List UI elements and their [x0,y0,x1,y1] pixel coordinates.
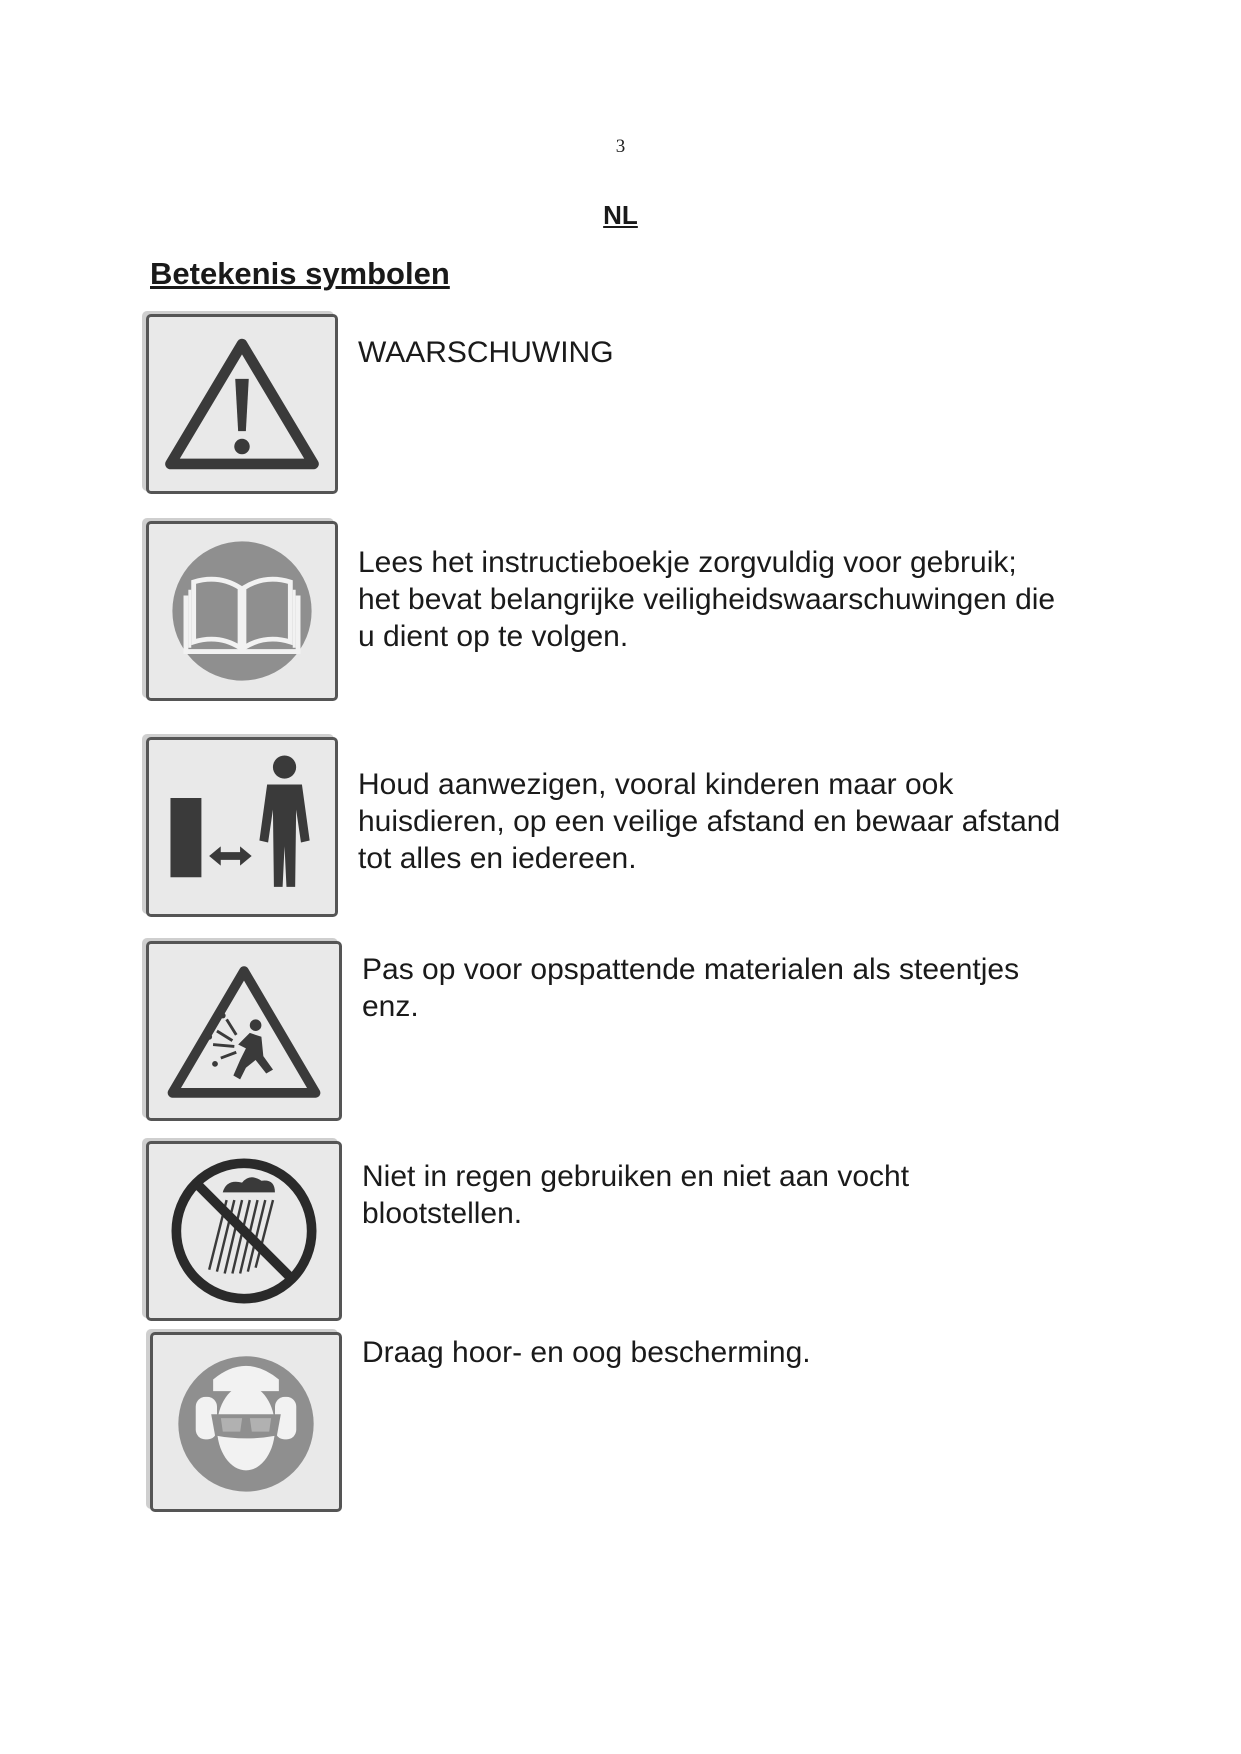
description-line: u dient op te volgen. [358,620,629,653]
symbol-description-ear-eye-protection [362,1334,1122,1371]
description-line: blootstellen. [362,1197,523,1230]
description-line: Draag hoor- en oog bescherming. [362,1336,811,1369]
no-rain-icon [149,1144,339,1318]
description-line: het bevat belangrijke veiligheidswaarschuwingen die [358,583,1056,616]
symbol-description-warning [358,334,1118,371]
read-manual-symbol-box [146,521,338,701]
description-line: WAARSCHUWING [358,336,614,369]
description-line: tot alles en iedereen. [358,842,637,875]
keep-distance-symbol-box [146,737,338,917]
symbol-description-keep-distance [358,766,1118,877]
description-line: Pas op voor opspattende materialen als steentjes [362,953,1020,986]
no-rain-symbol-box [146,1141,342,1321]
description-line: Houd aanwezigen, vooral kinderen maar ook [358,768,954,801]
warning-symbol-box [146,314,338,494]
read-manual-icon [149,524,335,698]
symbol-description-no-rain [362,1158,1122,1232]
warning-triangle-icon [149,317,335,491]
description-line: enz. [362,990,419,1023]
section-title: Betekenis symbolen [150,256,450,291]
symbol-description-flying-debris [362,951,1122,1025]
description-line: huisdieren, op een veilige afstand en bewaar afstand [358,805,1061,838]
description-line: Lees het instructieboekje zorgvuldig voor gebruik; [358,546,1017,579]
description-line: Niet in regen gebruiken en niet aan vocht [362,1160,910,1193]
ear-eye-protection-icon [153,1335,339,1509]
language-heading: NL [603,200,638,230]
symbol-description-read-manual [358,544,1118,655]
flying-debris-icon [149,944,339,1118]
ear-eye-protection-symbol-box [150,1332,342,1512]
flying-debris-symbol-box [146,941,342,1121]
keep-distance-icon [149,740,335,914]
page-number: 3 [615,136,626,157]
